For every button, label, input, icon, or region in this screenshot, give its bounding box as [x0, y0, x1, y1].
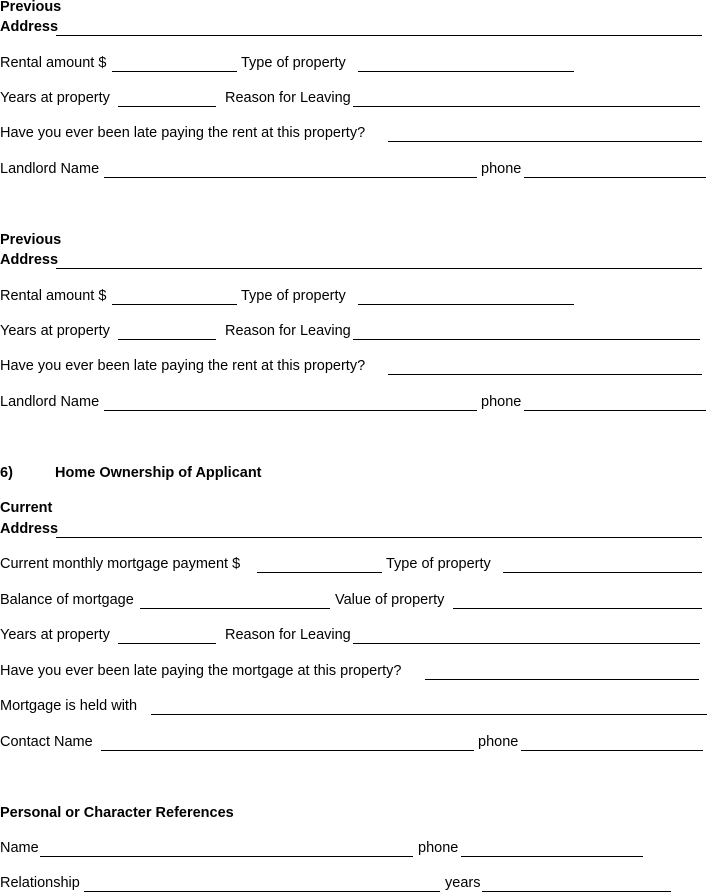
ownership-address-row — [0, 522, 708, 542]
ownership-late-row — [0, 664, 708, 684]
prev1-late-field[interactable] — [388, 126, 702, 142]
ownership-balance-field[interactable] — [140, 593, 330, 609]
prev1-address-field[interactable] — [56, 20, 702, 36]
prev2-years-row — [0, 324, 708, 344]
references-phone-field[interactable] — [461, 841, 643, 857]
references-years-label: years — [445, 875, 481, 891]
prev1-phone-label: phone — [481, 161, 522, 177]
prev1-years-row — [0, 91, 708, 111]
ownership-held-label: Mortgage is held with — [0, 698, 138, 714]
ownership-mortgage-field[interactable] — [257, 557, 382, 573]
prev2-address-row — [0, 253, 708, 273]
ownership-address-label: Address — [0, 521, 59, 537]
prev2-late-field[interactable] — [388, 359, 702, 375]
ownership-years-field[interactable] — [118, 628, 216, 644]
prev1-type-field[interactable] — [358, 56, 574, 72]
prev2-heading: Previous — [0, 232, 62, 248]
references-relationship-row — [0, 876, 708, 896]
prev1-rental-row — [0, 56, 708, 76]
ownership-held-field[interactable] — [151, 699, 707, 715]
references-relationship-label: Relationship — [0, 875, 80, 891]
prev1-years-field[interactable] — [118, 91, 216, 107]
prev1-late-row — [0, 126, 708, 146]
ownership-section-heading — [0, 466, 708, 486]
prev2-rental-field[interactable] — [112, 289, 237, 305]
prev2-rental-row — [0, 289, 708, 309]
ownership-value-label: Value of property — [335, 592, 445, 608]
prev1-reason-label: Reason for Leaving — [225, 90, 351, 106]
ownership-contact-field[interactable] — [101, 735, 474, 751]
prev2-landlord-field[interactable] — [104, 395, 477, 411]
prev2-type-field[interactable] — [358, 289, 574, 305]
prev1-late-label: Have you ever been late paying the rent at this property? — [0, 125, 366, 141]
ownership-late-field[interactable] — [425, 664, 699, 680]
ownership-late-label: Have you ever been late paying the mortgage at this property? — [0, 663, 402, 679]
ownership-reason-label: Reason for Leaving — [225, 627, 351, 643]
prev2-landlord-row — [0, 395, 708, 415]
prev1-heading: Previous — [0, 0, 62, 15]
prev2-late-label: Have you ever been late paying the rent at this property? — [0, 358, 366, 374]
prev2-late-row — [0, 359, 708, 379]
references-name-field[interactable] — [40, 841, 413, 857]
prev2-phone-label: phone — [481, 394, 522, 410]
prev2-years-field[interactable] — [118, 324, 216, 340]
prev1-address-row — [0, 20, 708, 40]
prev2-address-label: Address — [0, 252, 59, 268]
prev1-type-label: Type of property — [241, 55, 346, 71]
prev1-reason-field[interactable] — [353, 91, 700, 107]
prev1-years-label: Years at property — [0, 90, 110, 106]
ownership-phone-label: phone — [478, 734, 519, 750]
references-relationship-field[interactable] — [84, 876, 440, 892]
prev2-rental-label: Rental amount $ — [0, 288, 107, 304]
references-heading: Personal or Character References — [0, 805, 234, 821]
prev1-landlord-field[interactable] — [104, 162, 477, 178]
prev2-address-field[interactable] — [56, 253, 702, 269]
ownership-balance-row — [0, 593, 708, 613]
ownership-section-number: 6) — [0, 465, 13, 481]
references-years-field[interactable] — [482, 876, 671, 892]
ownership-current-heading: Current — [0, 500, 53, 516]
prev1-address-label: Address — [0, 19, 59, 35]
references-phone-label: phone — [418, 840, 459, 856]
ownership-type-label: Type of property — [386, 556, 491, 572]
prev2-reason-label: Reason for Leaving — [225, 323, 351, 339]
prev2-reason-field[interactable] — [353, 324, 700, 340]
prev1-rental-field[interactable] — [112, 56, 237, 72]
ownership-held-row — [0, 699, 708, 719]
prev1-rental-label: Rental amount $ — [0, 55, 107, 71]
references-name-label: Name — [0, 840, 39, 856]
prev2-landlord-label: Landlord Name — [0, 394, 100, 410]
ownership-mortgage-label: Current monthly mortgage payment $ — [0, 556, 241, 572]
ownership-phone-field[interactable] — [521, 735, 703, 751]
ownership-value-field[interactable] — [453, 593, 702, 609]
prev1-phone-field[interactable] — [524, 162, 706, 178]
prev1-landlord-label: Landlord Name — [0, 161, 100, 177]
ownership-contact-row — [0, 735, 708, 755]
ownership-years-row — [0, 628, 708, 648]
prev2-years-label: Years at property — [0, 323, 110, 339]
ownership-years-label: Years at property — [0, 627, 110, 643]
ownership-reason-field[interactable] — [353, 628, 700, 644]
prev1-landlord-row — [0, 162, 708, 182]
ownership-contact-label: Contact Name — [0, 734, 93, 750]
ownership-mortgage-row — [0, 557, 708, 577]
ownership-address-field[interactable] — [56, 522, 702, 538]
prev2-phone-field[interactable] — [524, 395, 706, 411]
ownership-section-title: Home Ownership of Applicant — [55, 465, 262, 481]
ownership-type-field[interactable] — [503, 557, 702, 573]
ownership-balance-label: Balance of mortgage — [0, 592, 134, 608]
references-name-row — [0, 841, 708, 861]
prev2-type-label: Type of property — [241, 288, 346, 304]
